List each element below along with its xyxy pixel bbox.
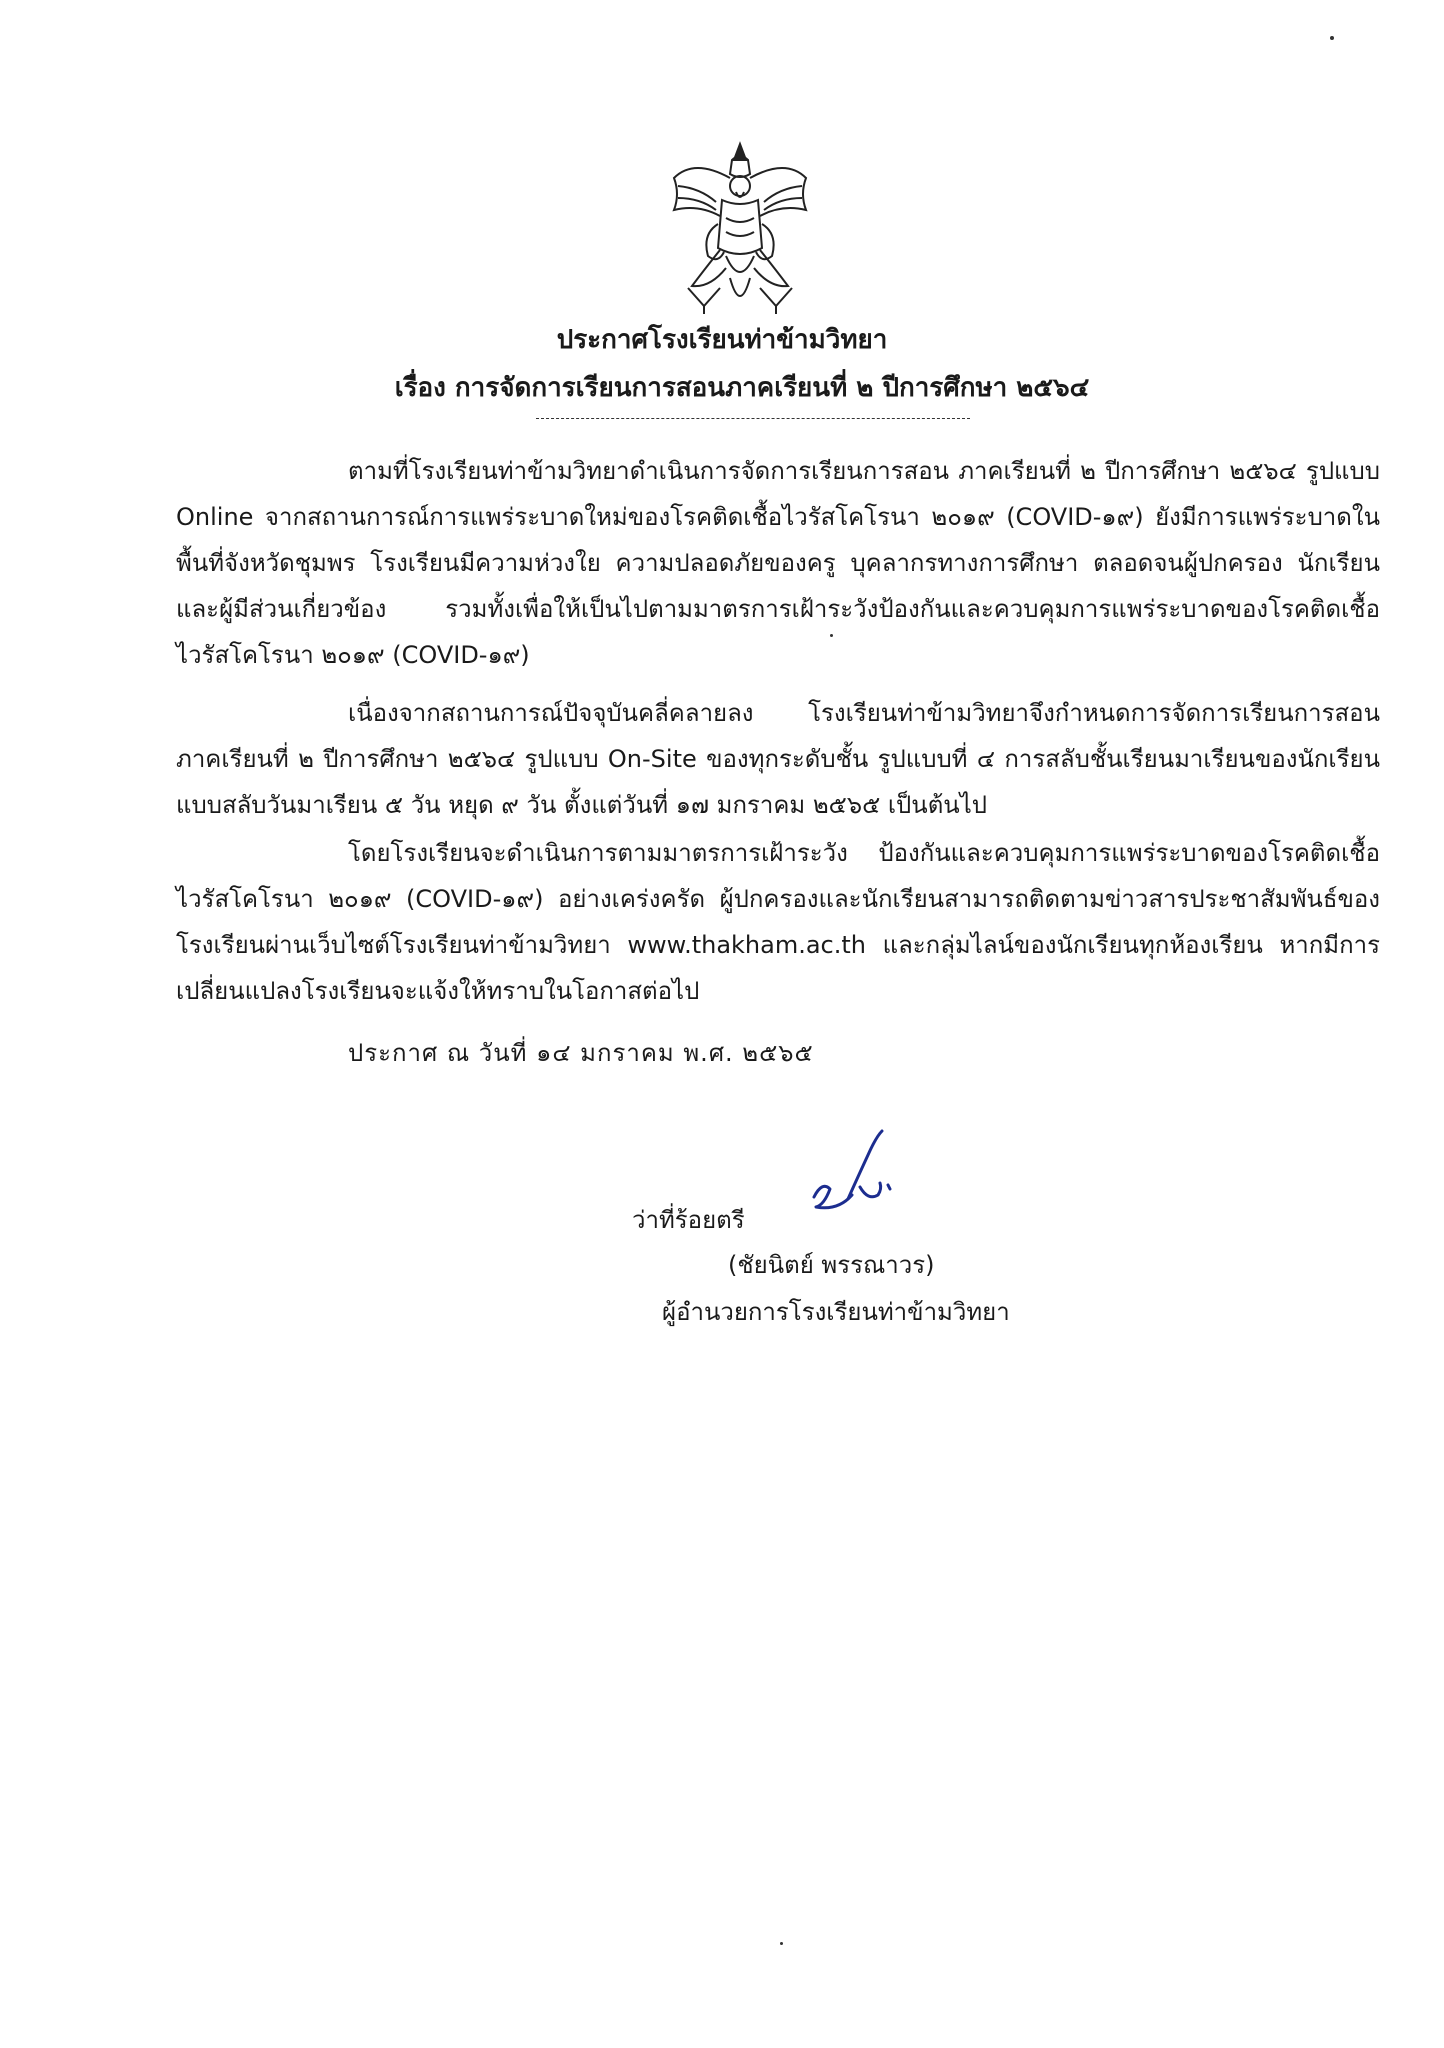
announcement-subject: เรื่อง การจัดการเรียนการสอนภาคเรียนที่ ๒ ปีการศึกษา ๒๕๖๔ xyxy=(394,373,1090,403)
signatory-name: (ชัยนิตย์ พรรณาวร) xyxy=(728,1251,935,1279)
page-speck xyxy=(780,1942,783,1945)
paragraph-2 xyxy=(176,690,1380,828)
signature xyxy=(808,1125,898,1225)
paragraph-3-text: โดยโรงเรียนจะดำเนินการตามมาตรการเฝ้าระวัง ป้องกันและควบคุมการแพร่ระบาดของโรคติดเชื้อไวรัสโคโรนา ๒๐๑๙ (COVID-๑๙) อย่างเคร่งครัด ผู้ปกครองและนักเรียนสามารถติดตามข่าวสารประชาสัมพันธ์ของโรงเรียนผ่านเว็บไซต์โรงเรียนท่าข้ามวิทยา www.thakham.ac.th และกลุ่มไลน์ของนักเรียนทุกห้องเรียน หากมีการเปลี่ยนแปลงโรงเรียนจะแจ้งให้ทราบในโอกาสต่อไป xyxy=(176,839,1380,1005)
page-speck xyxy=(830,634,833,637)
paragraph-1 xyxy=(176,448,1380,678)
page-speck xyxy=(1330,36,1334,40)
announcement-title: ประกาศโรงเรียนท่าข้ามวิทยา xyxy=(556,325,888,355)
paragraph-3 xyxy=(176,830,1380,1014)
title-divider xyxy=(536,418,970,419)
garuda-emblem xyxy=(664,138,816,318)
signatory-rank: ว่าที่ร้อยตรี xyxy=(632,1206,745,1234)
paragraph-2-text: เนื่องจากสถานการณ์ปัจจุบันคลี่คลายลง โรงเรียนท่าข้ามวิทยาจึงกำหนดการจัดการเรียนการสอน ภาคเรียนที่ ๒ ปีการศึกษา ๒๕๖๔ รูปแบบ On-Site ของทุกระดับชั้น รูปแบบที่ ๔ การสลับชั้นเรียนมาเรียนของนักเรียน แบบสลับวันมาเรียน ๕ วัน หยุด ๙ วัน ตั้งแต่วันที่ ๑๗ มกราคม ๒๕๖๕ เป็นต้นไป xyxy=(176,699,1380,819)
announcement-date: ประกาศ ณ วันที่ ๑๔ มกราคม พ.ศ. ๒๕๖๕ xyxy=(348,1039,814,1067)
paragraph-1-text: ตามที่โรงเรียนท่าข้ามวิทยาดำเนินการจัดการเรียนการสอน ภาคเรียนที่ ๒ ปีการศึกษา ๒๕๖๔ รูปแบบ Online จากสถานการณ์การแพร่ระบาดใหม่ของโรคติดเชื้อไวรัสโคโรนา ๒๐๑๙ (COVID-๑๙) ยังมีการแพร่ระบาดในพื้นที่จังหวัดชุมพร โรงเรียนมีความห่วงใย ความปลอดภัยของครู บุคลากรทางการศึกษา ตลอดจนผู้ปกครอง นักเรียน และผู้มีส่วนเกี่ยวข้อง รวมทั้งเพื่อให้เป็นไปตามมาตรการเฝ้าระวังป้องกันและควบคุมการแพร่ระบาดของโรคติดเชื้อไวรัสโคโรนา ๒๐๑๙ (COVID-๑๙) xyxy=(176,457,1380,669)
signatory-position: ผู้อำนวยการโรงเรียนท่าข้ามวิทยา xyxy=(662,1298,1010,1326)
